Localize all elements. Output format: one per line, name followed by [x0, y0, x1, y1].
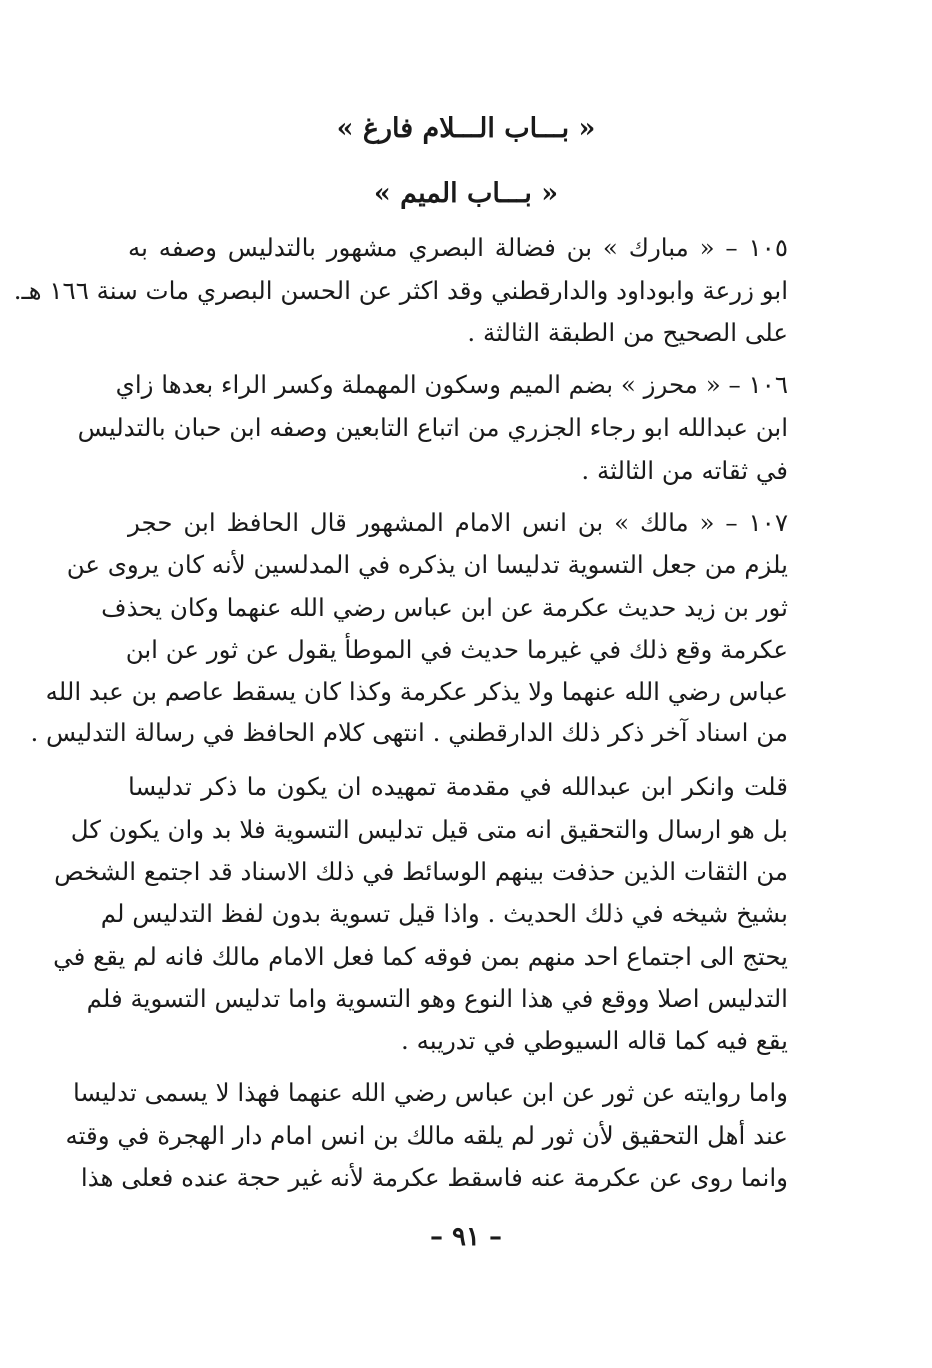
text-line: عباس رضي الله عنهما ولا يذكر عكرمة وكذا كان يسقط عاصم بن عبد الله	[45, 677, 788, 706]
text-line: في ثقاته من الثالثة .	[581, 456, 788, 485]
text-line: ابن عبدالله ابو رجاء الجزري من اتباع التابعين وصفه ابن حبان بالتدليس	[77, 413, 788, 442]
text-line: من اسناد آخر ذكر ذلك الدارقطني . انتهى كلام الحافظ في رسالة التدليس .	[30, 718, 788, 747]
text-line: عند أهل التحقيق لأن ثور لم يلقه مالك بن انس امام دار الهجرة في وقته	[65, 1121, 788, 1150]
text-line: ١٠٦ – « محرز » بضم الميم وسكون المهملة وكسر الراء بعدها زاي	[115, 370, 788, 399]
text-line: ١٠٥ – « مبارك » بن فضالة البصري مشهور بالتدليس وصفه به	[128, 233, 788, 262]
text-line: قلت وانكر ابن عبدالله في مقدمة تمهيده ان يكون ما ذكر تدليسا	[128, 772, 788, 801]
text-line: واما روايته عن ثور عن ابن عباس رضي الله عنهما فهذا لا يسمى تدليسا	[72, 1078, 788, 1107]
chapter-heading-mim: « بـــاب الميم »	[373, 178, 559, 209]
text-line: على الصحيح من الطبقة الثالثة .	[467, 318, 788, 347]
text-line: بشيخ شيخه في ذلك الحديث . واذا قيل تسوية بدون لفظ التدليس لم	[100, 899, 788, 928]
text-line: يحتج الى اجتماع احد منهم بمن فوقه كما فعل الامام مالك فانه لم يقع في	[53, 942, 788, 971]
text-line: ثور بن زيد حديث عكرمة عن ابن عباس رضي الله عنهما وكان يحذف	[101, 593, 788, 622]
text-line: التدليس اصلا ووقع في هذا النوع وهو التسوية واما تدليس التسوية فلم	[86, 984, 788, 1013]
text-line: ١٠٧ – « مالك » بن انس الامام المشهور قال الحافظ ابن حجر	[128, 508, 788, 537]
text-line: من الثقات الذين حذفت بينهم الوسائط في ذلك الاسناد قد اجتمع الشخص	[54, 857, 788, 886]
text-line: يقع فيه كما قاله السيوطي في تدريبه .	[401, 1026, 788, 1055]
text-line: بل هو ارسال والتحقيق انه متى قيل تدليس التسوية فلا بد وان يكون كل	[70, 815, 788, 844]
text-line: وانما روى عن عكرمة عنه فاسقط عكرمة لأنه غير حجة عنده فعلى هذا	[80, 1163, 788, 1192]
chapter-heading-lam: « بـــاب الـــلام فارغ »	[336, 113, 596, 144]
text-line: يلزم من جعل التسوية تدليسا ان يذكره في المدلسين لأنه كان يروى عن	[66, 550, 788, 579]
text-line: ابو زرعة وابوداود والدارقطني وقد اكثر عن الحسن البصري مات سنة ١٦٦ هـ.	[13, 276, 788, 305]
page-number: – ٩١ –	[429, 1222, 503, 1252]
text-line: عكرمة وقع ذلك في غيرما حديث في الموطأ يقول عن ثور عن ابن	[125, 635, 788, 664]
